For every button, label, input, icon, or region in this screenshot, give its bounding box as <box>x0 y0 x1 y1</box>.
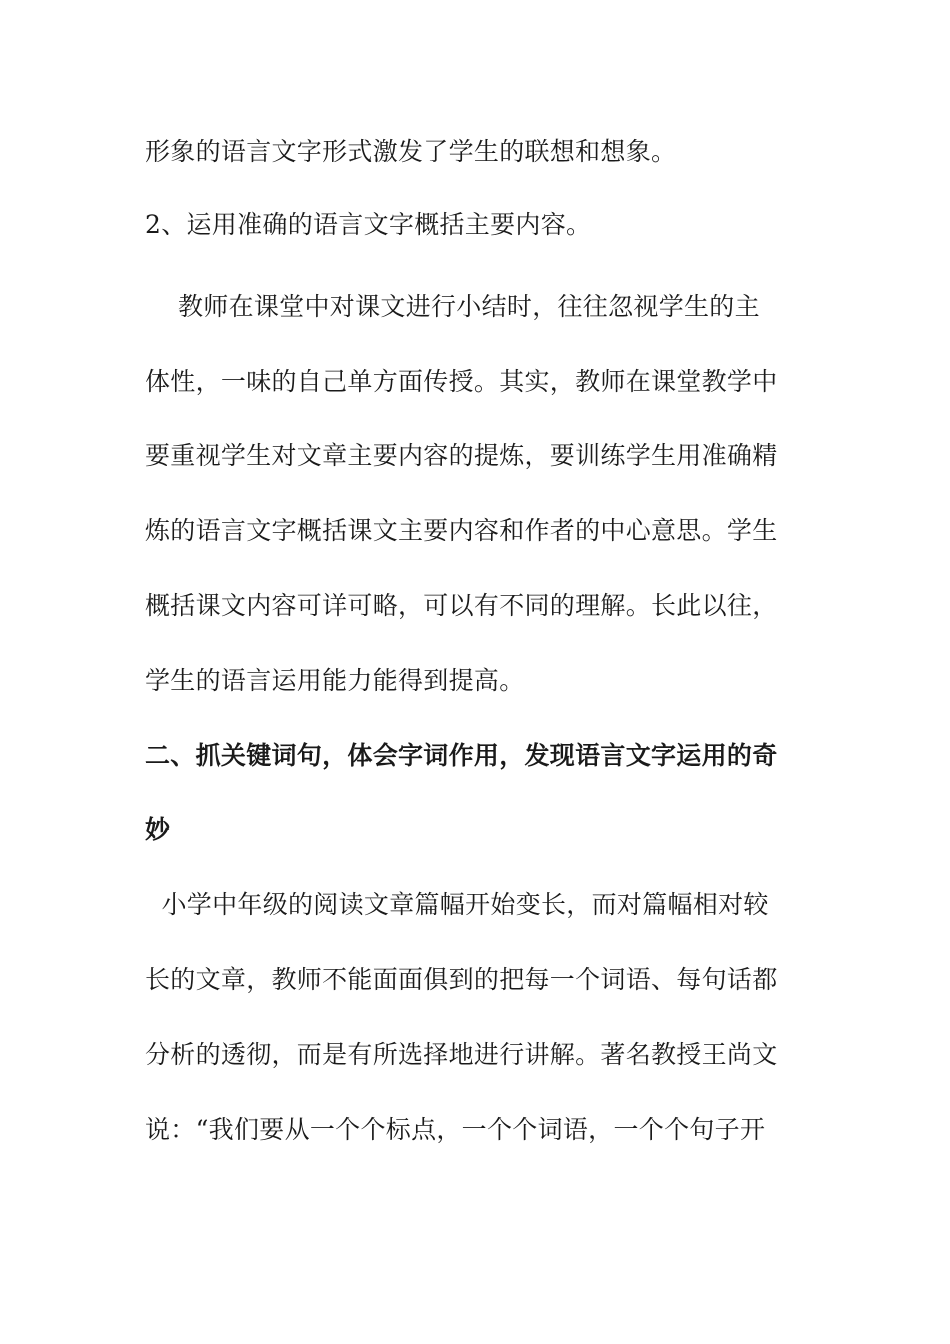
paragraph-line: 要重视学生对文章主要内容的提炼，要训练学生用准确精 <box>145 441 778 470</box>
paragraph-line: 分析的透彻，而是有所选择地进行讲解。著名教授王尚文 <box>145 1040 778 1069</box>
section-heading-line: 二、抓关键词句，体会字词作用，发现语言文字运用的奇 <box>145 741 778 770</box>
paragraph-line: 形象的语言文字形式激发了学生的联想和想象。 <box>145 137 677 166</box>
paragraph-line: 体性，一味的自己单方面传授。其实，教师在课堂教学中 <box>145 367 778 396</box>
paragraph-line: 教师在课堂中对课文进行小结时，往往忽视学生的主 <box>145 292 760 321</box>
paragraph-line: 概括课文内容可详可略，可以有不同的理解。长此以往， <box>145 591 778 620</box>
paragraph-line: 学生的语言运用能力能得到提高。 <box>145 666 525 695</box>
section-heading-line: 妙 <box>145 815 171 844</box>
subheading-line: 2、运用准确的语言文字概括主要内容。 <box>145 210 592 239</box>
paragraph-line: 小学中年级的阅读文章篇幅开始变长，而对篇幅相对较 <box>145 890 769 919</box>
paragraph-line: 说：“我们要从一个个标点，一个个词语，一个个句子开 <box>145 1115 766 1144</box>
paragraph-line: 长的文章，教师不能面面俱到的把每一个词语、每句话都 <box>145 965 778 994</box>
paragraph-line: 炼的语言文字概括课文主要内容和作者的中心意思。学生 <box>145 516 778 545</box>
